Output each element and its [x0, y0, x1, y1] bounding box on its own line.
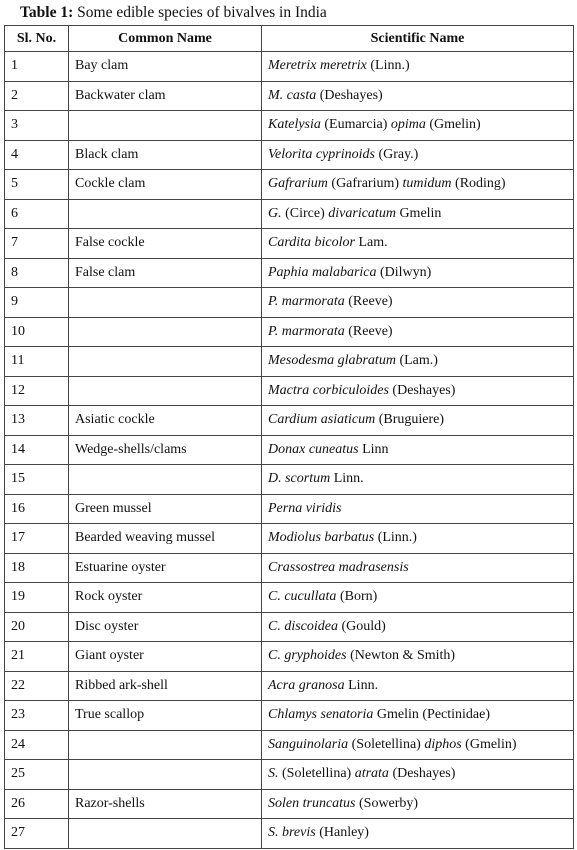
sl-no-cell: 9: [5, 288, 69, 318]
scientific-name-cell: [262, 642, 574, 672]
scientific-name-cell: [262, 52, 574, 82]
scientific-name-author: (Eumarcia): [320, 117, 391, 133]
sl-no-cell: 23: [5, 701, 69, 731]
scientific-name-cell: [262, 111, 574, 141]
scientific-name-author: (Hanley): [315, 825, 369, 841]
common-name-cell: Cockle clam: [69, 170, 262, 200]
sl-no-cell: 14: [5, 435, 69, 465]
scientific-name-author: (Soletellina): [278, 766, 355, 782]
scientific-name-author: (Gmelin): [461, 736, 517, 752]
scientific-name-author: (Dilwyn): [376, 264, 432, 280]
common-name-cell: Bay clam: [69, 52, 262, 82]
scientific-name-cell: [262, 376, 574, 406]
scientific-name-author: (Newton & Smith): [346, 648, 456, 664]
common-name-cell: [69, 760, 262, 790]
scientific-name-author: (Linn.): [366, 58, 410, 74]
scientific-name-italic: D. scortum: [268, 471, 331, 487]
scientific-name-italic: S.: [268, 766, 279, 782]
scientific-name-author: (Circe): [281, 205, 329, 221]
bivalve-species-table: [4, 25, 574, 849]
scientific-name-author: Lam.: [355, 235, 388, 251]
table-row: [5, 229, 574, 259]
table-row: [5, 199, 574, 229]
table-caption-label: Table 1:: [20, 4, 74, 21]
scientific-name-italic: P. marmorata: [268, 323, 345, 339]
scientific-name-italic: Mactra corbiculoides: [268, 382, 389, 398]
scientific-name-italic: Meretrix meretrix: [268, 58, 367, 74]
scientific-name-cell: [262, 81, 574, 111]
scientific-name-italic: Chlamys senatoria: [268, 707, 374, 723]
scientific-name-author: (Gould): [338, 618, 386, 634]
scientific-name-author: (Deshayes): [388, 766, 456, 782]
scientific-name-cell: [262, 317, 574, 347]
table-row: [5, 642, 574, 672]
common-name-cell: [69, 111, 262, 141]
scientific-name-author: Linn.: [330, 471, 364, 487]
sl-no-cell: 1: [5, 52, 69, 82]
sl-no-cell: 11: [5, 347, 69, 377]
scientific-name-italic: C. discoidea: [268, 618, 338, 634]
scientific-name-italic: Cardita bicolor: [268, 235, 355, 251]
table-row: [5, 258, 574, 288]
common-name-cell: Rock oyster: [69, 583, 262, 613]
common-name-cell: False clam: [69, 258, 262, 288]
scientific-name-italic: C. gryphoides: [268, 648, 347, 664]
scientific-name-cell: [262, 229, 574, 259]
scientific-name-cell: [262, 612, 574, 642]
sl-no-cell: 6: [5, 199, 69, 229]
table-row: [5, 819, 574, 849]
common-name-cell: False cockle: [69, 229, 262, 259]
sl-no-cell: 20: [5, 612, 69, 642]
scientific-name-author: (Roding): [451, 176, 506, 192]
scientific-name-italic: Velorita cyprinoids: [268, 146, 375, 162]
table-row: [5, 140, 574, 170]
table-row: [5, 789, 574, 819]
scientific-name-italic: diphos: [424, 736, 462, 752]
sl-no-cell: 21: [5, 642, 69, 672]
scientific-name-italic: Katelysia: [268, 117, 321, 133]
scientific-name-italic: C. cucullata: [268, 589, 337, 605]
scientific-name-author: Linn: [358, 441, 389, 457]
scientific-name-italic: Gafrarium: [268, 176, 328, 192]
table-caption: [20, 4, 327, 22]
scientific-name-author: Gmelin: [395, 205, 442, 221]
scientific-name-author: (Gray.): [374, 146, 419, 162]
scientific-name-italic: Mesodesma glabratum: [268, 353, 396, 369]
scientific-name-italic: Donax cuneatus: [268, 441, 359, 457]
scientific-name-italic: Solen truncatus: [268, 795, 356, 811]
scientific-name-italic: M. casta: [268, 87, 317, 103]
common-name-cell: Green mussel: [69, 494, 262, 524]
scientific-name-cell: [262, 170, 574, 200]
scientific-name-cell: [262, 553, 574, 583]
table-row: [5, 288, 574, 318]
table-row: [5, 317, 574, 347]
table-row: [5, 347, 574, 377]
scientific-name-cell: [262, 730, 574, 760]
scientific-name-cell: [262, 258, 574, 288]
table-row: [5, 81, 574, 111]
scientific-name-cell: [262, 789, 574, 819]
scientific-name-italic: atrata: [354, 766, 389, 782]
table-row: [5, 406, 574, 436]
scientific-name-italic: S. brevis: [268, 825, 316, 841]
scientific-name-cell: [262, 583, 574, 613]
sl-no-cell: 10: [5, 317, 69, 347]
common-name-cell: [69, 376, 262, 406]
common-name-cell: Asiatic cockle: [69, 406, 262, 436]
scientific-name-author: (Gafrarium): [327, 176, 403, 192]
sl-no-cell: 24: [5, 730, 69, 760]
scientific-name-cell: [262, 140, 574, 170]
scientific-name-cell: [262, 760, 574, 790]
sl-no-cell: 2: [5, 81, 69, 111]
table-row: [5, 671, 574, 701]
scientific-name-author: (Deshayes): [388, 382, 456, 398]
scientific-name-author: (Reeve): [344, 294, 393, 310]
sl-no-cell: 5: [5, 170, 69, 200]
table-row: [5, 170, 574, 200]
sl-no-cell: 27: [5, 819, 69, 849]
scientific-name-cell: [262, 465, 574, 495]
scientific-name-italic: divaricatum: [328, 205, 396, 221]
sl-no-cell: 4: [5, 140, 69, 170]
sl-no-cell: 12: [5, 376, 69, 406]
scientific-name-italic: Paphia malabarica: [268, 264, 377, 280]
scientific-name-italic: G.: [268, 205, 282, 221]
common-name-cell: Bearded weaving mussel: [69, 524, 262, 554]
table-row: [5, 435, 574, 465]
common-name-cell: [69, 199, 262, 229]
scientific-name-cell: [262, 406, 574, 436]
table-row: [5, 494, 574, 524]
table-row: [5, 52, 574, 82]
scientific-name-italic: opima: [390, 117, 426, 133]
table-row: [5, 111, 574, 141]
common-name-cell: Disc oyster: [69, 612, 262, 642]
scientific-name-author: (Linn.): [374, 530, 417, 546]
sl-no-cell: 22: [5, 671, 69, 701]
sl-no-cell: 19: [5, 583, 69, 613]
scientific-name-cell: [262, 494, 574, 524]
scientific-name-cell: [262, 199, 574, 229]
scientific-name-author: (Soletellina): [348, 736, 425, 752]
scientific-name-author: (Gmelin): [425, 117, 481, 133]
table-row: [5, 376, 574, 406]
table-row: [5, 760, 574, 790]
sl-no-cell: 8: [5, 258, 69, 288]
scientific-name-cell: [262, 671, 574, 701]
scientific-name-italic: Cardium asiaticum: [268, 412, 376, 428]
common-name-cell: Razor-shells: [69, 789, 262, 819]
scientific-name-cell: [262, 524, 574, 554]
sl-no-cell: 16: [5, 494, 69, 524]
common-name-cell: Black clam: [69, 140, 262, 170]
scientific-name-italic: tumidum: [402, 176, 452, 192]
table-row: [5, 730, 574, 760]
scientific-name-cell: [262, 435, 574, 465]
sl-no-cell: 3: [5, 111, 69, 141]
scientific-name-author: (Bruguiere): [375, 412, 445, 428]
common-name-cell: Backwater clam: [69, 81, 262, 111]
scientific-name-cell: [262, 288, 574, 318]
scientific-name-author: (Born): [336, 589, 378, 605]
sl-no-cell: 26: [5, 789, 69, 819]
scientific-name-italic: Modiolus barbatus: [268, 530, 375, 546]
header-sl-no: Sl. No.: [5, 26, 69, 52]
common-name-cell: Ribbed ark-shell: [69, 671, 262, 701]
common-name-cell: [69, 288, 262, 318]
scientific-name-author: (Lam.): [395, 353, 438, 369]
scientific-name-italic: Perna viridis: [268, 500, 342, 516]
scientific-name-author: Linn.: [344, 677, 379, 693]
scientific-name-author: (Deshayes): [316, 87, 383, 103]
common-name-cell: Wedge-shells/clams: [69, 435, 262, 465]
scientific-name-italic: Sanguinolaria: [268, 736, 349, 752]
scientific-name-italic: P. marmorata: [268, 294, 345, 310]
scientific-name-cell: [262, 819, 574, 849]
table-row: [5, 524, 574, 554]
common-name-cell: True scallop: [69, 701, 262, 731]
table-row: [5, 583, 574, 613]
sl-no-cell: 25: [5, 760, 69, 790]
scientific-name-author: Gmelin (Pectinidae): [373, 707, 491, 723]
common-name-cell: Giant oyster: [69, 642, 262, 672]
scientific-name-author: (Sowerby): [355, 795, 419, 811]
table-row: [5, 553, 574, 583]
scientific-name-author: (Reeve): [344, 323, 393, 339]
table-row: [5, 701, 574, 731]
sl-no-cell: 18: [5, 553, 69, 583]
table-row: [5, 612, 574, 642]
table-caption-text: Some edible species of bivalves in India: [73, 4, 327, 21]
sl-no-cell: 17: [5, 524, 69, 554]
table-row: [5, 465, 574, 495]
header-common-name: Common Name: [69, 26, 262, 52]
sl-no-cell: 7: [5, 229, 69, 259]
common-name-cell: [69, 317, 262, 347]
sl-no-cell: 15: [5, 465, 69, 495]
scientific-name-italic: Acra granosa: [268, 677, 345, 693]
sl-no-cell: 13: [5, 406, 69, 436]
common-name-cell: [69, 347, 262, 377]
common-name-cell: [69, 730, 262, 760]
table-body: [5, 52, 574, 849]
header-scientific-name: Scientific Name: [262, 26, 574, 52]
scientific-name-cell: [262, 347, 574, 377]
common-name-cell: [69, 465, 262, 495]
common-name-cell: Estuarine oyster: [69, 553, 262, 583]
header-row: [5, 26, 574, 52]
scientific-name-italic: Crassostrea madrasensis: [268, 559, 409, 575]
common-name-cell: [69, 819, 262, 849]
scientific-name-cell: [262, 701, 574, 731]
